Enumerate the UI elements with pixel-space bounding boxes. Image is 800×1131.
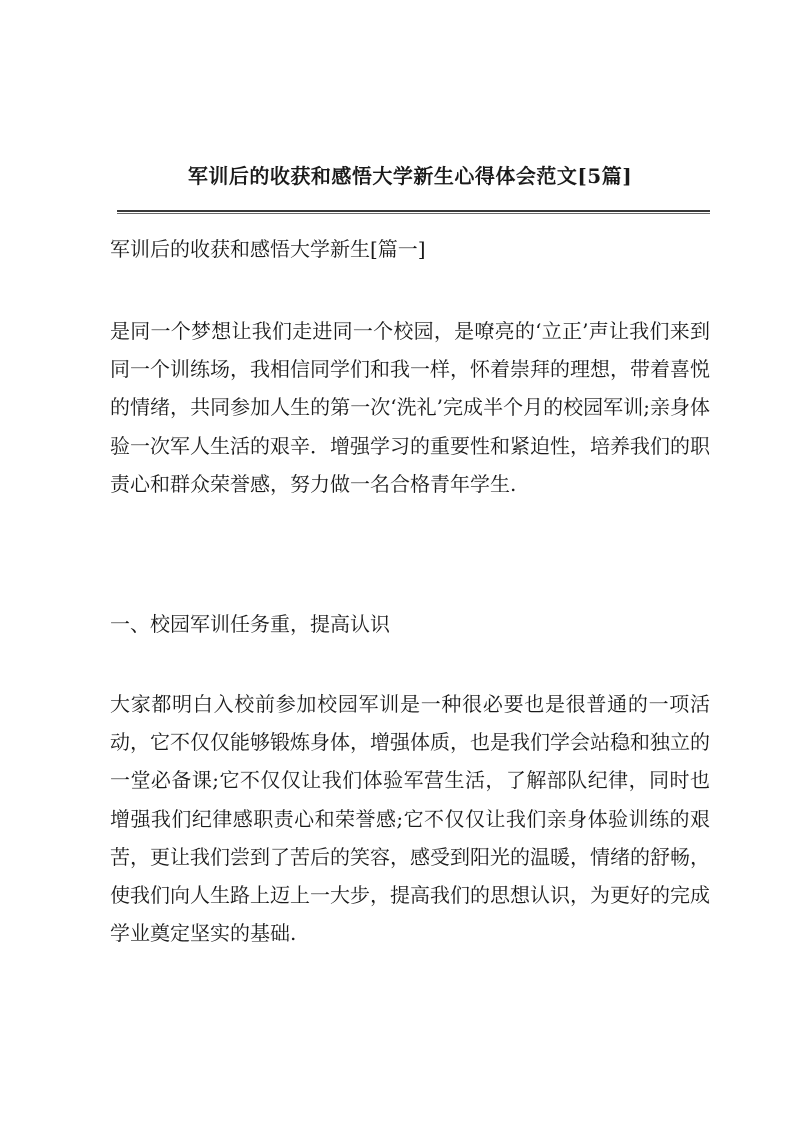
paragraph-body: 大家都明白入校前参加校园军训是一种很必要也是很普通的一项活动，它不仅仅能够锻炼身体，增强体质，也是我们学会站稳和独立的一堂必备课;它不仅仅让我们体验军营生活，了解部队纪律，同时也增强我们纪律感职责心和荣誉感;它不仅仅让我们亲身体验训练的艰苦，更让我们尝到了苦后的笑容，感受到阳光的温暖，情绪的舒畅，使我们向人生路上迈上一大步，提高我们的思想认识，为更好的完成学业奠定坚实的基础. <box>110 692 710 946</box>
section-title: 军训后的收获和感悟大学新生[篇一] <box>110 237 426 261</box>
document-title: 军训后的收获和感悟大学新生心得体会范文[5篇] <box>187 164 633 188</box>
title-divider <box>117 210 710 214</box>
subheading-1: 一、校园军训任务重，提高认识 <box>110 612 390 636</box>
paragraph-intro: 是同一个梦想让我们走进同一个校园，是嘹亮的‘立正’声让我们来到同一个训练场，我相信同学们和我一样，怀着崇拜的理想，带着喜悦的情绪，共同参加人生的第一次‘洗礼’完成半个月的校园军训;亲身体验一次军人生活的艰辛．增强学习的重要性和紧迫性，培养我们的职责心和群众荣誉感，努力做一名合格青年学生. <box>110 319 710 496</box>
